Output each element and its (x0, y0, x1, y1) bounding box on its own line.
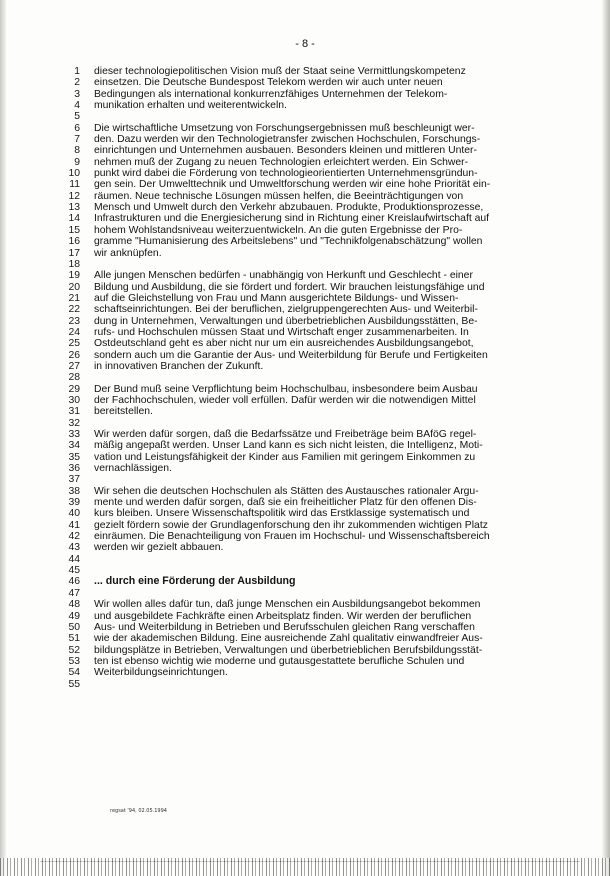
line-number: 27 (68, 360, 80, 372)
line-text: Ostdeutschland geht es aber nicht nur um ein ausreichendes Ausbildungsangebot, (94, 338, 474, 350)
line-number: 14 (68, 213, 80, 225)
line-text: kurs bleiben. Unsere Wissenschaftspolitik wird das Erstklassige systematisch und (94, 508, 470, 520)
line-text: Wir werden dafür sorgen, daß die Bedarfssätze und Freibeträge beim BAföG regel- (94, 429, 477, 440)
line-number: 55 (68, 678, 80, 690)
line-number: 48 (68, 599, 80, 611)
text-line (58, 77, 528, 88)
line-text: schaftseinrichtungen. Bei der beruflichen, zielgruppengerechten Aus- und Weiterbil- (94, 304, 478, 316)
text-line (58, 259, 528, 270)
text-line (58, 633, 528, 644)
line-text: ten ist ebenso wichtig wie moderne und gutausgestattete berufliche Schulen und (94, 655, 465, 667)
line-number: 35 (68, 451, 80, 463)
line-number: 1 (74, 66, 80, 77)
text-line (58, 157, 528, 168)
scan-artifact-bottom (0, 858, 610, 876)
line-number: 13 (68, 202, 80, 214)
text-line (58, 497, 528, 508)
text-line (58, 168, 528, 179)
text-line (58, 576, 528, 587)
text-line (58, 599, 528, 610)
text-line (58, 656, 528, 667)
line-text: gezielt fördern sowie der Grundlagenforschung den ihr zukommenden wichtigen Platz (94, 519, 488, 531)
line-number: 21 (68, 292, 80, 304)
line-text: vation und Leistungsfähigkeit der Kinder aus Familien mit geringem Einkommen zu (94, 451, 476, 463)
line-text: Der Bund muß seine Verpflichtung beim Hochschulbau, insbesondere beim Ausbau (94, 383, 478, 395)
text-line (58, 293, 528, 304)
line-number: 5 (74, 111, 80, 123)
line-text: punkt wird dabei die Förderung von technologieorientierten Unternehmensgründun- (94, 168, 478, 180)
line-text: dung in Unternehmen, Verwaltungen und überbetrieblichen Ausbildungsstätten, Be- (94, 315, 478, 327)
line-number: 32 (68, 417, 80, 429)
line-number: 44 (68, 553, 80, 565)
line-text: in innovativen Branchen der Zukunft. (94, 360, 264, 372)
text-line (58, 236, 528, 247)
line-number: 46 (68, 576, 80, 588)
text-line (58, 304, 528, 315)
text-line (58, 520, 528, 531)
line-number: 18 (68, 258, 80, 270)
line-number: 2 (74, 77, 80, 89)
line-number: 33 (68, 429, 80, 440)
line-number: 25 (68, 338, 80, 350)
line-text: gen sein. Der Umwelttechnik und Umweltforschung werden wir eine hohe Priorität ein- (94, 179, 491, 191)
line-text: Wir wollen alles dafür tun, daß junge Menschen ein Ausbildungsangebot bekommen (94, 599, 481, 611)
text-line (58, 542, 528, 553)
text-line (58, 440, 528, 451)
text-line (58, 248, 528, 259)
line-number: 37 (68, 474, 80, 486)
line-number: 7 (74, 134, 80, 146)
text-line (58, 384, 528, 395)
text-line (58, 611, 528, 622)
line-number: 4 (74, 100, 80, 112)
text-line (58, 622, 528, 633)
text-line (58, 418, 528, 429)
line-number: 28 (68, 372, 80, 384)
section-heading: ... durch eine Förderung der Ausbildung (94, 575, 296, 588)
line-text: Aus- und Weiterbildung in Betrieben und Berufsschulen gleichen Rang verschaffen (94, 621, 475, 633)
text-line (58, 100, 528, 111)
line-number: 22 (68, 304, 80, 316)
text-line (58, 463, 528, 474)
text-line (58, 406, 528, 417)
text-line (58, 89, 528, 100)
line-text: räumen. Neue technische Lösungen müssen helfen, die Beeinträchtigungen von (94, 190, 464, 202)
line-number: 50 (68, 621, 80, 633)
text-line (58, 667, 528, 678)
line-number: 54 (68, 667, 80, 679)
line-text: bildungsplätze in Betrieben, Verwaltungen und überbetrieblichen Berufsbildungsstät- (94, 644, 483, 656)
line-text: mäßig angepaßt werden. Unser Land kann es sich nicht leisten, die Intelligenz, Moti- (94, 440, 483, 452)
line-text: Mensch und Umwelt durch den Verkehr abzubauen. Produkte, Produktionsprozesse, (94, 202, 484, 214)
text-line (58, 474, 528, 485)
text-line (58, 316, 528, 327)
text-line (58, 327, 528, 338)
line-number: 52 (68, 644, 80, 656)
line-text: Weiterbildungseinrichtungen. (94, 667, 228, 679)
text-line (58, 134, 528, 145)
line-text: bereitstellen. (94, 406, 153, 418)
text-line (58, 282, 528, 293)
line-number: 40 (68, 508, 80, 520)
line-number: 10 (68, 168, 80, 180)
line-text: werden wir gezielt abbauen. (94, 542, 224, 554)
line-text: und ausgebildete Fachkräfte einen Arbeitsplatz finden. Wir werden der beruflichen (94, 610, 472, 622)
line-text: Wir sehen die deutschen Hochschulen als Stätten des Austausches rationaler Argu- (94, 485, 479, 497)
text-line (58, 645, 528, 656)
text-line (58, 225, 528, 236)
text-line (58, 179, 528, 190)
scan-edge-right (602, 0, 610, 876)
text-line (58, 361, 528, 372)
text-line (58, 111, 528, 122)
text-line (58, 338, 528, 349)
line-text: munikation erhalten und weiterentwickeln. (94, 100, 287, 112)
line-text: sondern auch um die Garantie der Aus- und Weiterbildung für Berufe und Fertigkeiten (94, 349, 488, 361)
text-line (58, 452, 528, 463)
text-line (58, 123, 528, 134)
text-line (58, 554, 528, 565)
line-number: 17 (68, 247, 80, 259)
line-number: 47 (68, 587, 80, 599)
line-text: den. Dazu werden wir den Technologietransfer zwischen Hochschulen, Forschungs- (94, 134, 481, 146)
text-line (58, 66, 528, 77)
text-line (58, 508, 528, 519)
line-number: 51 (68, 633, 80, 645)
line-number: 39 (68, 497, 80, 509)
line-text: dieser technologiepolitischen Vision muß der Staat seine Vermittlungskompetenz (94, 66, 466, 77)
text-line (58, 429, 528, 440)
line-text: Die wirtschaftliche Umsetzung von Forschungsergebnissen muß beschleunigt wer- (94, 122, 475, 134)
text-line (58, 372, 528, 383)
line-text: einräumen. Die Benachteiligung von Frauen im Hochschul- und Wissenschaftsbereich (94, 531, 490, 543)
line-number: 26 (68, 349, 80, 361)
line-text: der Fachhochschulen, wieder voll erfüllen. Dafür werden wir die notwendigen Mittel (94, 394, 476, 406)
line-text: einsetzen. Die Deutsche Bundespost Telekom werden wir auch unter neuen (94, 77, 443, 89)
line-number: 36 (68, 463, 80, 475)
line-number: 29 (68, 383, 80, 395)
line-text: gramme "Humanisierung des Arbeitslebens" und "Technikfolgenabschätzung" wollen (94, 236, 483, 248)
line-text: Alle jungen Menschen bedürfen - unabhängig von Herkunft und Geschlecht - einer (94, 270, 473, 282)
line-number: 49 (68, 610, 80, 622)
line-text: Bildung und Ausbildung, die sie fördert und fordert. Wir brauchen leistungsfähige und (94, 281, 485, 293)
line-text: hohem Wohlstandsniveau weiterzuentwickeln. An die guten Ergebnisse der Pro- (94, 224, 463, 236)
line-text: wie der akademischen Bildung. Eine ausreichende Zahl qualitativ einwandfreier Aus- (94, 633, 483, 645)
line-number: 41 (68, 519, 80, 531)
line-number: 42 (68, 531, 80, 543)
line-text: Bedingungen als international konkurrenzfähiges Unternehmen der Telekom- (94, 88, 448, 100)
line-number: 19 (68, 270, 80, 282)
line-text: wir anknüpfen. (94, 247, 162, 259)
line-number: 9 (74, 156, 80, 168)
line-number: 12 (68, 190, 80, 202)
line-number: 43 (68, 542, 80, 554)
text-line (58, 486, 528, 497)
line-number: 38 (68, 485, 80, 497)
line-text: vernachlässigen. (94, 463, 172, 475)
line-text: einrichtungen und Unternehmen ausbauen. Besonders kleinen und mittleren Unter- (94, 145, 477, 157)
line-number: 11 (69, 179, 80, 191)
text-line (58, 679, 528, 690)
line-text: nehmen muß der Zugang zu neuen Technologien erleichtert werden. Ein Schwer- (94, 156, 469, 168)
text-line (58, 588, 528, 599)
line-text: auf die Gleichstellung von Frau und Mann ausgerichtete Bildungs- und Wissen- (94, 292, 459, 304)
text-line (58, 202, 528, 213)
text-line (58, 213, 528, 224)
line-number: 20 (68, 281, 80, 293)
text-line (58, 145, 528, 156)
text-line (58, 395, 528, 406)
line-number: 30 (68, 394, 80, 406)
line-number: 3 (74, 88, 80, 100)
scan-edge-left (0, 0, 6, 876)
line-text: rufs- und Hochschulen müssen Staat und Wirtschaft enger zusammenarbeiten. In (94, 326, 469, 338)
line-number: 6 (74, 122, 80, 134)
text-body (58, 66, 528, 690)
page-number: - 8 - (295, 38, 315, 50)
footer-stamp: regsat '94, 02.05.1994 (110, 808, 167, 814)
text-line (58, 350, 528, 361)
line-text: mente und werden dafür sorgen, daß sie ein freiheitlicher Platz für den offenen Dis- (94, 497, 477, 509)
line-number: 31 (68, 406, 80, 418)
text-line (58, 270, 528, 281)
line-number: 45 (68, 565, 80, 577)
line-text: Infrastrukturen und die Energiesicherung sind in Richtung einer Kreislaufwirtschaft auf (94, 213, 490, 225)
text-line (58, 191, 528, 202)
line-number: 8 (74, 145, 80, 157)
line-number: 34 (68, 440, 80, 452)
line-number: 16 (68, 236, 80, 248)
line-number: 23 (68, 315, 80, 327)
line-number: 24 (68, 326, 80, 338)
line-number: 53 (68, 655, 80, 667)
line-number: 15 (68, 224, 80, 236)
text-line (58, 531, 528, 542)
